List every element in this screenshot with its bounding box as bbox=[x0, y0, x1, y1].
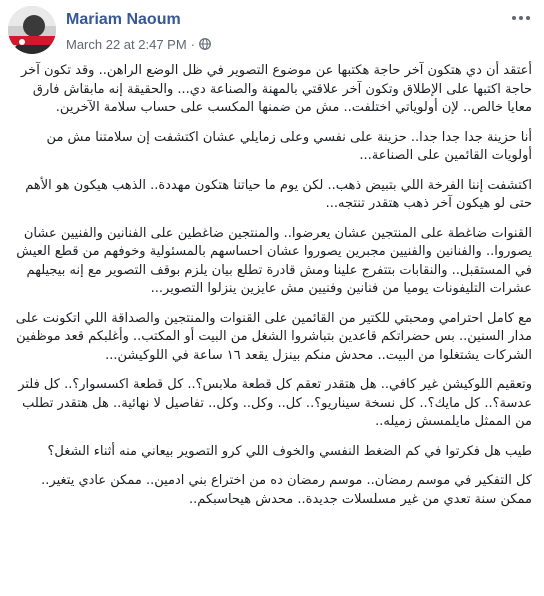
post-paragraph-4: القنوات ضاغطة على المنتجين عشان يعرضوا.. والمنتجين ضاغطين على الفنانين والفنيين عشان يصوروا.. والفنانين والفنيين مجبرين يصوروا عشان احساسهم بالمسئولية وخوفهم من قطع العيش في المستقبل.. والنقابات بتتفرج علينا ومش قادرة تطلع بيان يلزم بوقف التصوير مع إنه بيجيلهم عشرات التليفونات يوميا من فنانين وفنيين مش عايزين ينزلوا التصوير... bbox=[16, 225, 532, 296]
more-dot bbox=[519, 16, 523, 20]
post-paragraph-6: وتعقيم اللوكيشن غير كافي.. هل هتقدر تعقم كل قطعة ملابس؟.. كل قطعة اكسسوار؟.. كل فلتر عدسة؟.. كل مايك؟.. كل نسخة سيناريو؟.. كل.. وكل.. وكل.. تفاصيل لا نهائية.. هل هتقدر تطلب من الممثل مايلمسش زميله.. bbox=[18, 377, 532, 429]
post-meta bbox=[66, 35, 211, 53]
profile-photo bbox=[8, 6, 56, 54]
post-paragraph-2: أنا حزينة جدا جدا جدا.. حزينة على نفسي وعلى زمايلي عشان اكتشفت إن سلامتنا مش من أولويات القائمين على الصناعة... bbox=[46, 129, 532, 163]
more-dot bbox=[526, 16, 530, 20]
author-avatar[interactable] bbox=[8, 6, 56, 54]
globe-icon[interactable] bbox=[199, 38, 211, 50]
post-timestamp[interactable]: March 22 at 2:47 PM bbox=[66, 36, 187, 52]
post-body bbox=[8, 62, 532, 509]
post-header bbox=[0, 0, 544, 62]
post-paragraph-5: مع كامل احترامي ومحبتي للكتير من القائمين على القنوات والمنتجين والصداقة اللي اتكونت على مدار السنين.. بس حضراتكم قاعدين بتباشروا الشغل من البيت أو المكتب.. وأغلبكم قعد موظفين الشركات يشتغلوا من البيت.. محدش منكم بينزل يقعد ١٦ ساعة في اللوكيشن... bbox=[15, 310, 532, 363]
more-dot bbox=[512, 16, 516, 20]
post-paragraph-3: اكتشفت إننا الفرخة اللي بتبيض ذهب.. لكن يوم ما حياتنا هتكون مهددة.. الذهب هيكون هو الأهم حتى لو هيكون آخر ذهب هتقدر تنتجه... bbox=[25, 177, 532, 211]
more-options-icon[interactable] bbox=[512, 10, 530, 26]
post-paragraph-7: طيب هل فكرتوا في كم الضغط النفسي والخوف اللي كرو التصوير بيعاني منه أثناء الشغل؟ bbox=[47, 443, 532, 459]
meta-separator: · bbox=[190, 36, 196, 52]
post-paragraph-8: كل التفكير في موسم رمضان.. موسم رمضان ده من اختراع بني ادمين.. ممكن عادي يتغير.. ممكن سنة تعدي من غير مسلسلات جديدة.. محدش هيحاسبكم.. bbox=[41, 473, 532, 507]
author-name[interactable]: Mariam Naoum bbox=[66, 11, 181, 28]
post-paragraph-1: أعتقد أن دي هتكون آخر حاجة هكتبها عن موضوع التصوير في ظل الوضع الراهن.. وقد تكون آخر حاجة اكتبها على الإطلاق وتكون آخر علاقتي بالمهنة والصناعة دي... والحقيقة إنه مابقاش فارق معايا خالص.. لإن أولوياتي اختلفت.. مش من ضمنها المكسب على حساب سلامة الآخرين. bbox=[21, 63, 532, 115]
